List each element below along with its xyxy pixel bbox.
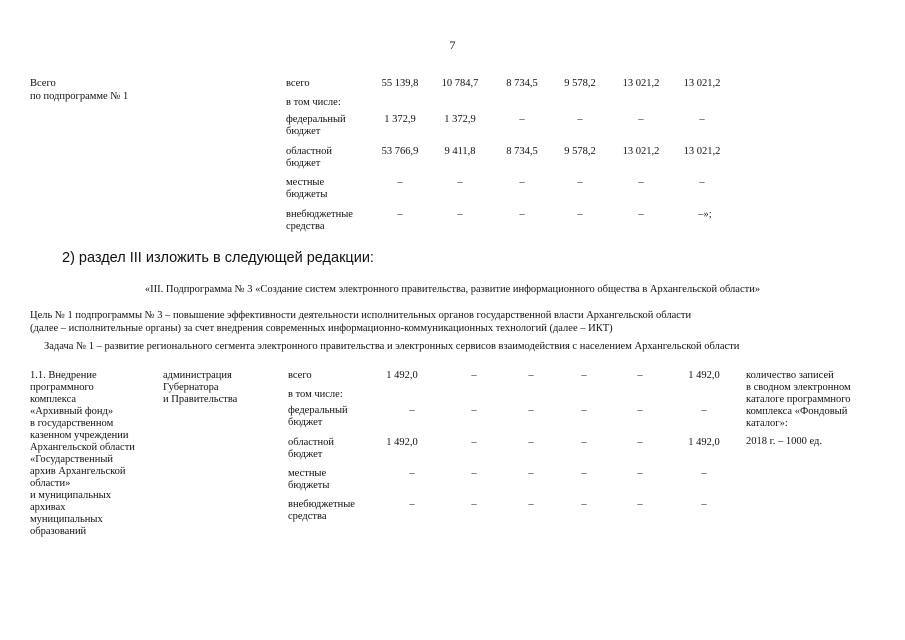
summary-caption: местные [286,177,325,188]
measure-cell: – [528,437,534,448]
measure-cell: 1 492,0 [688,370,720,381]
measure-cell: – [637,499,643,510]
measure-caption: средства [288,511,327,522]
measure-cell: – [471,468,477,479]
measure-cell: – [581,437,587,448]
summary-cell: – [457,209,463,220]
summary-cell: – [397,209,403,220]
measure-caption: бюджет [288,449,323,460]
measure-result-line: каталог»: [746,418,788,429]
measure-caption: бюджеты [288,480,330,491]
summary-caption: бюджет [286,158,321,169]
summary-cell: –»; [698,209,712,220]
measure-cell: – [409,499,415,510]
measure-name-line: архив Архангельской [30,466,126,477]
summary-cell: 1 372,9 [444,114,476,125]
measure-caption: бюджет [288,417,323,428]
summary-caption: бюджет [286,126,321,137]
measure-cell: – [409,468,415,479]
summary-cell: 13 021,2 [683,146,721,157]
measure-name-line: «Архивный фонд» [30,406,114,417]
summary-caption-including: в том числе: [286,97,341,108]
measure-cell: 1 492,0 [386,370,418,381]
goal-line-2: (далее – исполнительные органы) за счет внедрения современных информационно-коммуникационных технологий (далее – ИКТ) [30,323,613,334]
measure-result-line: каталоге программного [746,394,851,405]
measure-cell: – [471,370,477,381]
measure-name-line: Архангельской области [30,442,135,453]
measure-cell: 1 492,0 [386,437,418,448]
summary-cell: – [638,177,644,188]
summary-cell: – [397,177,403,188]
measure-executor-line: и Правительства [163,394,238,405]
summary-cell: 13 021,2 [622,78,660,89]
summary-cell: 1 372,9 [384,114,416,125]
summary-caption: бюджеты [286,189,328,200]
measure-cell: – [701,468,707,479]
summary-cell: – [457,177,463,188]
measure-caption: внебюджетные [288,499,355,510]
summary-cell: – [577,114,583,125]
summary-cell: 9 578,2 [564,78,596,89]
measure-result-line: 2018 г. – 1000 ед. [746,436,822,447]
measure-cell: – [471,437,477,448]
measure-cell: – [701,499,707,510]
measure-caption: федеральный [288,405,348,416]
summary-cell: 55 139,8 [381,78,419,89]
summary-label-line2: по подпрограмме № 1 [30,91,129,102]
summary-cell: 8 734,5 [506,146,538,157]
measure-cell: – [701,405,707,416]
measure-name-line: архивах [30,502,66,513]
summary-cell: 13 021,2 [622,146,660,157]
summary-cell: – [577,177,583,188]
measure-name-line: области» [30,478,71,489]
measure-name-line: программного [30,382,94,393]
measure-name-line: казенном учреждении [30,430,129,441]
summary-cell: – [519,177,525,188]
measure-cell: – [581,370,587,381]
summary-caption: областной [286,146,332,157]
item-heading: 2) раздел III изложить в следующей редакции: [62,250,374,266]
summary-label-line1: Всего [30,78,56,89]
summary-caption: федеральный [286,114,346,125]
measure-result-line: комплекса «Фондовый [746,406,848,417]
summary-caption-total: всего [286,78,310,89]
measure-cell: – [637,437,643,448]
measure-caption: областной [288,437,334,448]
measure-name-line: образований [30,526,87,537]
measure-executor-line: Губернатора [163,382,219,393]
summary-cell: – [577,209,583,220]
summary-cell: 9 578,2 [564,146,596,157]
section-title: «III. Подпрограмма № 3 «Создание систем электронного правительства, развитие информационного общества в Архангельской области» [144,284,761,295]
summary-cell: – [699,177,705,188]
measure-executor-line: администрация [163,370,232,381]
measure-cell: – [637,468,643,479]
summary-cell: 13 021,2 [683,78,721,89]
goal-line-1: Цель № 1 подпрограммы № 3 – повышение эффективности деятельности исполнительных органов государственной власти Архангельской области [30,310,692,321]
measure-cell: – [471,499,477,510]
measure-result-line: количество записей [746,370,834,381]
summary-cell: 8 734,5 [506,78,538,89]
measure-name-line: в государственном [30,418,114,429]
measure-cell: – [471,405,477,416]
measure-name-line: муниципальных [30,514,103,525]
summary-cell: – [699,114,705,125]
summary-caption: средства [286,221,325,232]
measure-caption: местные [288,468,327,479]
measure-cell: – [581,468,587,479]
measure-result-line: в сводном электронном [746,382,851,393]
summary-cell: 9 411,8 [444,146,476,157]
measure-name-line: комплекса [30,394,77,405]
page-number: 7 [449,38,456,52]
summary-cell: – [519,114,525,125]
measure-caption-total: всего [288,370,312,381]
measure-cell: – [409,405,415,416]
measure-name-line: и муниципальных [30,490,111,501]
measure-cell: – [581,405,587,416]
measure-cell: – [637,370,643,381]
measure-cell: 1 492,0 [688,437,720,448]
summary-caption: внебюджетные [286,209,353,220]
summary-cell: – [638,209,644,220]
measure-name-line: «Государственный [30,454,113,465]
measure-cell: – [581,499,587,510]
measure-cell: – [528,370,534,381]
summary-cell: 10 784,7 [441,78,479,89]
summary-cell: – [519,209,525,220]
task-line: Задача № 1 – развитие регионального сегмента электронного правительства и электронных сервисов взаимодействия с населением Архангельской области [44,341,740,352]
measure-caption-including: в том числе: [288,389,343,400]
summary-cell: – [638,114,644,125]
measure-cell: – [528,468,534,479]
measure-cell: – [637,405,643,416]
measure-cell: – [528,405,534,416]
measure-name-line: 1.1. Внедрение [30,370,97,381]
summary-cell: 53 766,9 [381,146,419,157]
measure-cell: – [528,499,534,510]
